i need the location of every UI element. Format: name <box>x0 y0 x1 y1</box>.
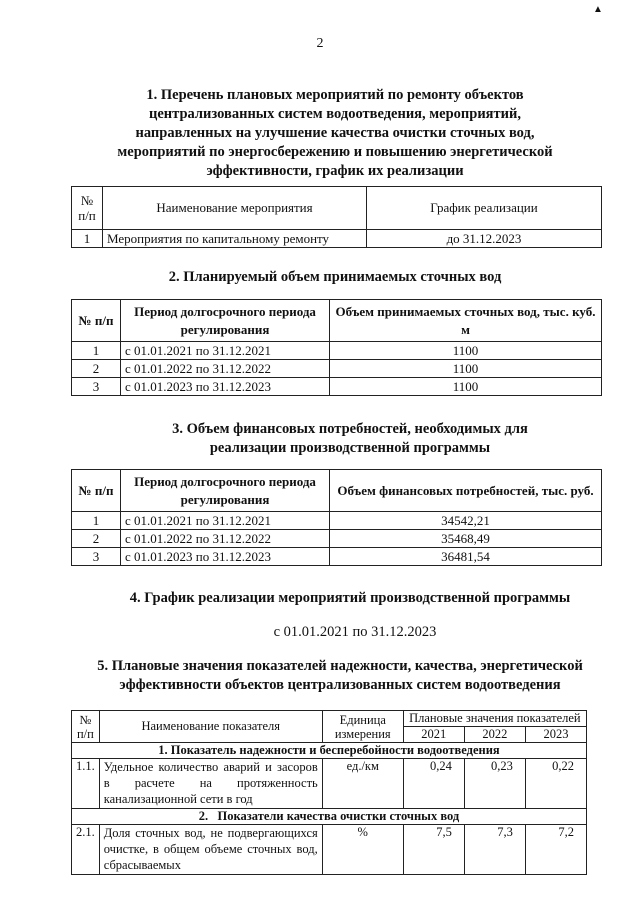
page-number: 2 <box>316 36 324 51</box>
col-num-header: № п/п <box>72 300 121 342</box>
col-year-2022: 2022 <box>464 727 525 743</box>
table-row <box>72 230 602 248</box>
row-period: с 01.01.2021 по 31.12.2021 <box>121 342 330 360</box>
section-5-title: 5. Плановые значения показателей надежности, качества, энергетической эффективности объектов централизованных систем водоотведения <box>97 658 583 693</box>
col-year-2021: 2021 <box>403 727 464 743</box>
section-3-title: 3. Объем финансовых потребностей, необходимых для реализации производственной программы <box>172 421 528 456</box>
row-value: 35468,49 <box>330 530 602 548</box>
wastewater-volume-table <box>71 299 602 396</box>
table-row <box>72 360 602 378</box>
group-reliability: 1. Показатель надежности и бесперебойности водоотведения <box>72 743 587 759</box>
row-period: с 01.01.2023 по 31.12.2023 <box>121 378 330 396</box>
row-value: 34542,21 <box>330 512 602 530</box>
col-name-header: Наименование показателя <box>99 711 322 743</box>
row-value-2022: 7,3 <box>464 825 525 875</box>
table-row <box>72 548 602 566</box>
row-name: Доля сточных вод, не подвергающихся очистке, в общем объеме сточных вод, сбрасываемых <box>99 825 322 875</box>
col-num-header: № п/п <box>72 470 121 512</box>
col-period-header: Период долгосрочного периода регулирования <box>121 300 330 342</box>
section-1-title: 1. Перечень плановых мероприятий по ремонту объектов централизованных систем водоотведения, мероприятий, направленных на улучшение качества очистки сточных вод, мероприятий по энергосбережению и повышению энергетической эффективности, график их реализации <box>117 87 553 179</box>
col-year-2023: 2023 <box>525 727 586 743</box>
row-num: 3 <box>72 378 121 396</box>
row-value-2023: 7,2 <box>525 825 586 875</box>
row-num: 2.1. <box>72 825 100 875</box>
table-row <box>72 530 602 548</box>
row-num: 2 <box>72 530 121 548</box>
table-row <box>72 342 602 360</box>
table-row <box>72 512 602 530</box>
row-num: 1.1. <box>72 759 100 809</box>
col-period-header: Период долгосрочного периода регулирования <box>121 470 330 512</box>
row-value: 36481,54 <box>330 548 602 566</box>
group-treatment-quality: 2. Показатели качества очистки сточных вод <box>72 809 587 825</box>
section-4-title: 4. График реализации мероприятий производственной программы <box>129 590 571 606</box>
row-value-2021: 7,5 <box>403 825 464 875</box>
row-num: 2 <box>72 360 121 378</box>
table-row <box>72 825 587 875</box>
col-planned-header: Плановые значения показателей <box>403 711 586 727</box>
row-value-2021: 0,24 <box>403 759 464 809</box>
row-num: 1 <box>72 230 103 248</box>
row-unit: ед./км <box>322 759 403 809</box>
table-row <box>72 759 587 809</box>
row-name: Удельное количество аварий и засоров в расчете на протяженность канализационной сети в год <box>99 759 322 809</box>
row-period: с 01.01.2021 по 31.12.2021 <box>121 512 330 530</box>
row-schedule: до 31.12.2023 <box>367 230 602 248</box>
financial-needs-table <box>71 469 602 566</box>
row-value: 1100 <box>330 378 602 396</box>
row-value: 1100 <box>330 360 602 378</box>
col-schedule-header: График реализации <box>367 187 602 230</box>
col-num-header: № п/п <box>72 187 103 230</box>
col-finance-header: Объем финансовых потребностей, тыс. руб. <box>330 470 602 512</box>
row-name: Мероприятия по капитальному ремонту <box>103 230 367 248</box>
indicators-table <box>71 710 587 875</box>
row-value-2022: 0,23 <box>464 759 525 809</box>
section-2-title: 2. Планируемый объем принимаемых сточных вод <box>168 269 502 285</box>
row-num: 1 <box>72 342 121 360</box>
row-value-2023: 0,22 <box>525 759 586 809</box>
row-unit: % <box>322 825 403 875</box>
col-volume-header: Объем принимаемых сточных вод, тыс. куб. м <box>330 300 602 342</box>
row-value: 1100 <box>330 342 602 360</box>
row-period: с 01.01.2023 по 31.12.2023 <box>121 548 330 566</box>
measures-table <box>71 186 602 248</box>
program-period: с 01.01.2021 по 31.12.2023 <box>273 624 437 640</box>
row-num: 1 <box>72 512 121 530</box>
table-row <box>72 378 602 396</box>
corner-mark: ▲ <box>593 4 603 15</box>
col-num-header: № п/п <box>72 711 100 743</box>
col-unit-header: Единица измерения <box>322 711 403 743</box>
col-name-header: Наименование мероприятия <box>103 187 367 230</box>
row-num: 3 <box>72 548 121 566</box>
row-period: с 01.01.2022 по 31.12.2022 <box>121 530 330 548</box>
row-period: с 01.01.2022 по 31.12.2022 <box>121 360 330 378</box>
